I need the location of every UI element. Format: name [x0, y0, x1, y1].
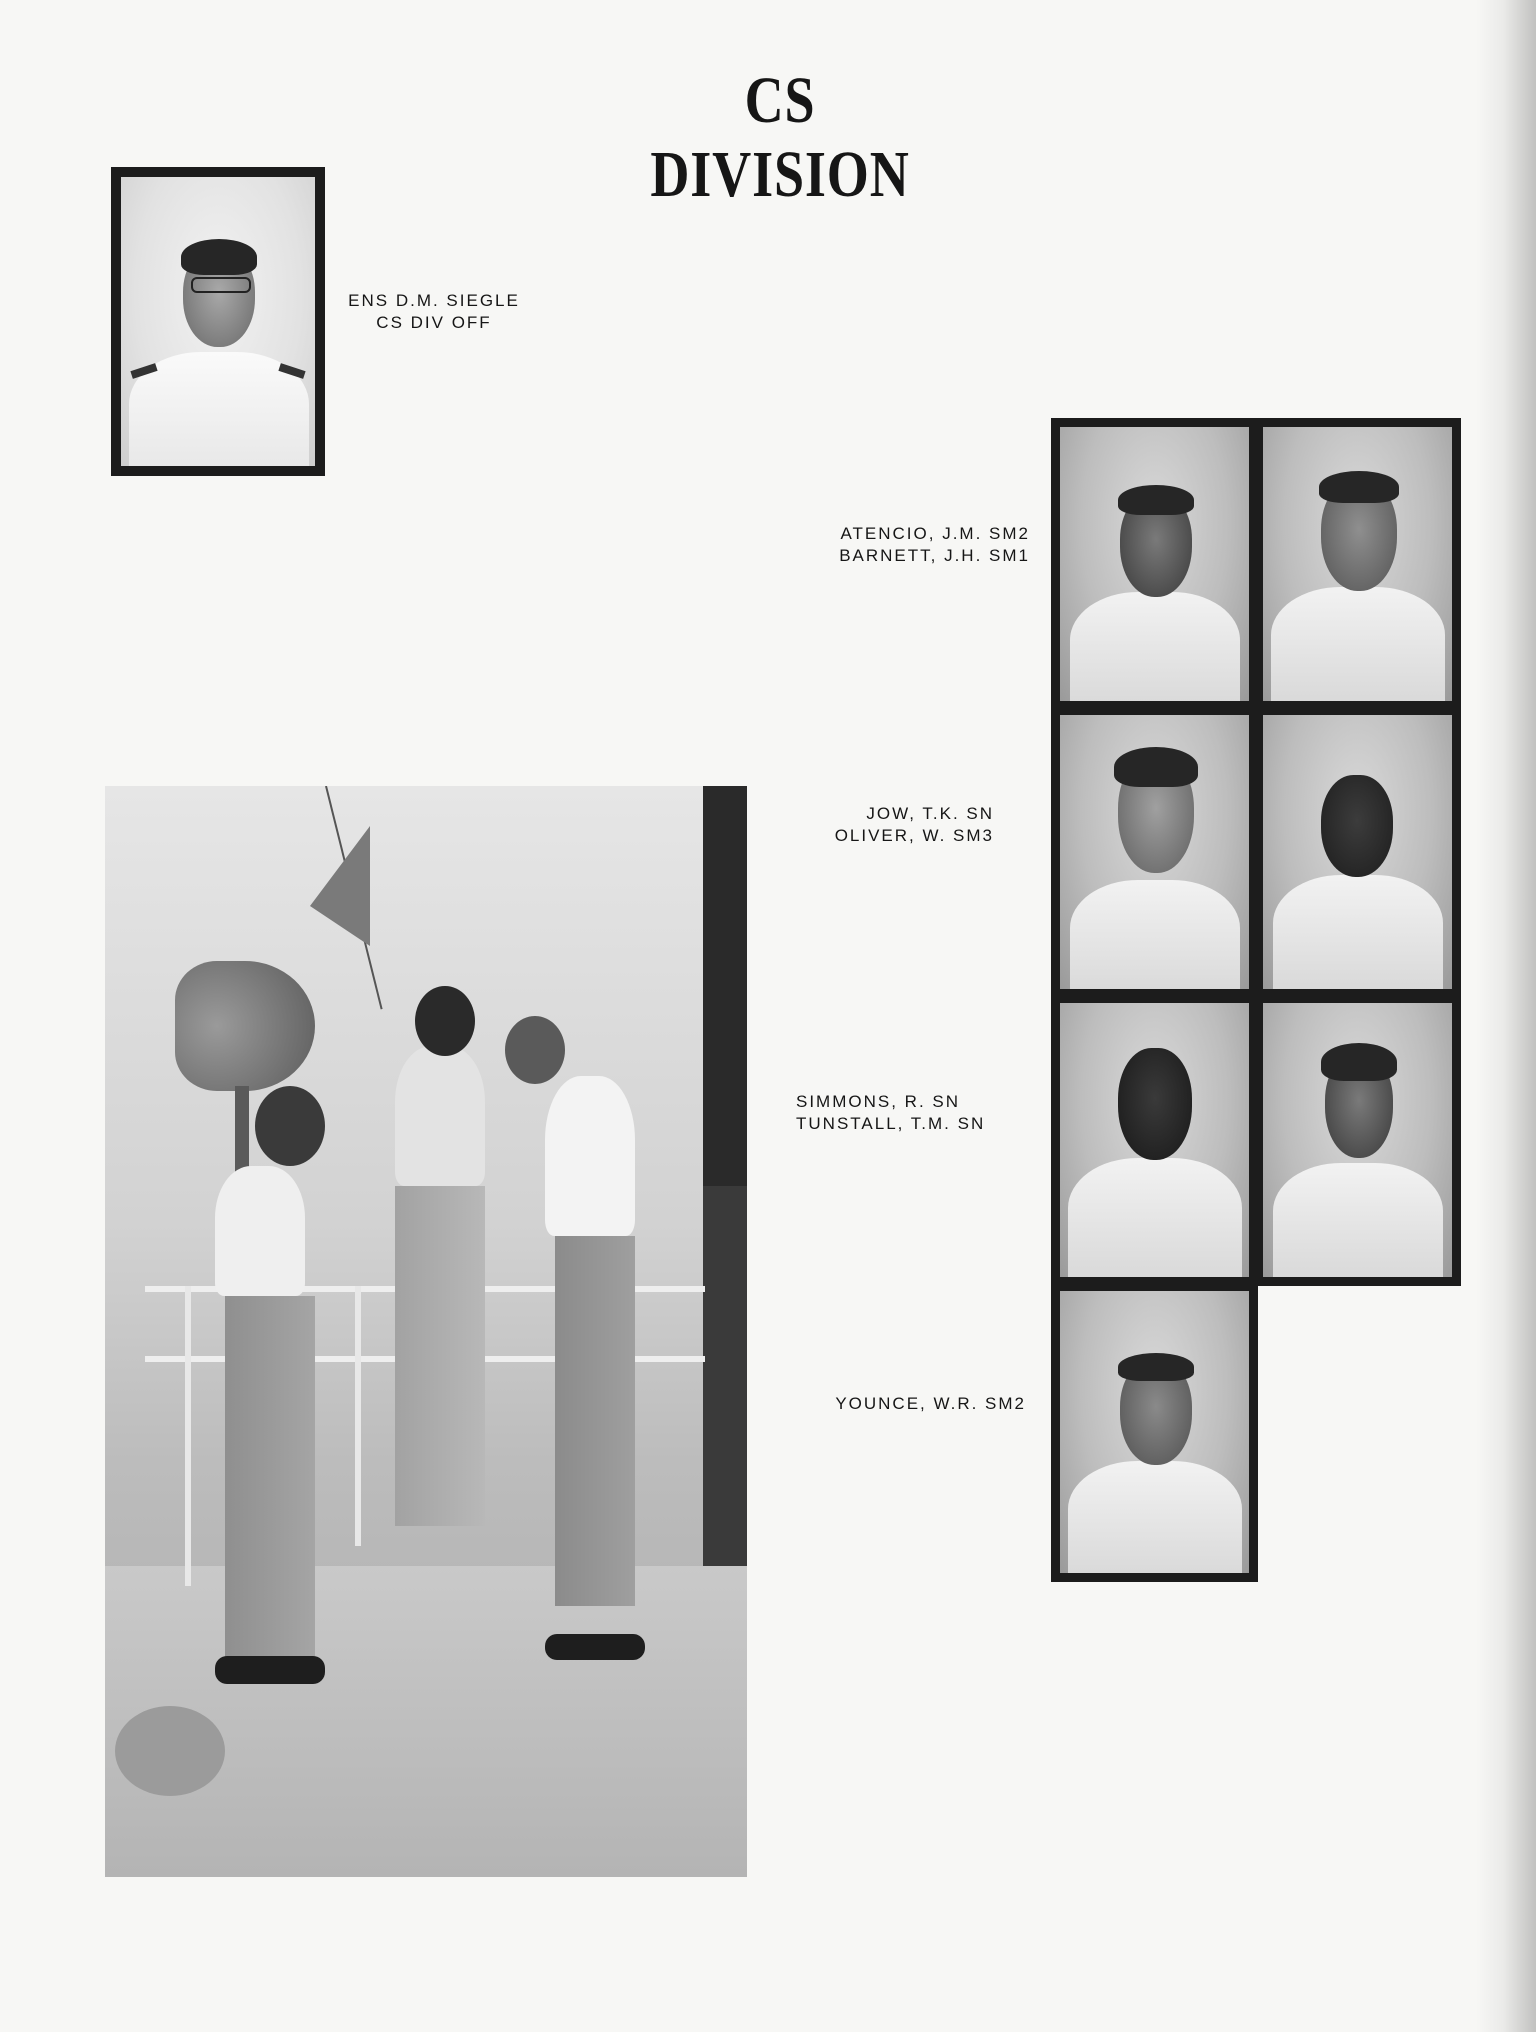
caption-name: SIMMONS, R. SN [796, 1092, 961, 1111]
title-line-division: DIVISION [650, 138, 910, 211]
officer-caption [325, 290, 543, 334]
portrait-younce [1060, 1291, 1249, 1573]
crew-caption-row-4 [760, 1393, 1026, 1415]
caption-name: TUNSTALL, T.M. SN [796, 1114, 986, 1133]
officer-role: CS DIV OFF [376, 313, 492, 332]
officer-name: ENS D.M. SIEGLE [348, 291, 520, 310]
crew-caption-row-2 [760, 803, 994, 847]
portrait-tunstall [1263, 1003, 1452, 1277]
title-line-cs: CS [744, 64, 816, 137]
officer-portrait [111, 167, 325, 476]
crew-caption-row-1 [760, 523, 1030, 567]
crew-caption-row-3 [760, 1091, 1032, 1135]
portrait-barnett [1263, 427, 1452, 701]
signalmen-on-deck-photo [105, 786, 747, 1877]
page-binding-shadow [1476, 0, 1536, 2032]
caption-name: ATENCIO, J.M. SM2 [840, 524, 1030, 543]
crew-portrait-grid [1051, 418, 1461, 1582]
caption-name: JOW, T.K. SN [866, 804, 994, 823]
page-title [632, 64, 927, 212]
portrait-jow [1060, 715, 1249, 989]
officer-photo [121, 177, 315, 466]
portrait-atencio [1060, 427, 1249, 701]
portrait-simmons [1060, 1003, 1249, 1277]
portrait-oliver [1263, 715, 1452, 989]
caption-name: YOUNCE, W.R. SM2 [835, 1394, 1026, 1413]
caption-name: BARNETT, J.H. SM1 [839, 546, 1030, 565]
caption-name: OLIVER, W. SM3 [834, 826, 994, 845]
